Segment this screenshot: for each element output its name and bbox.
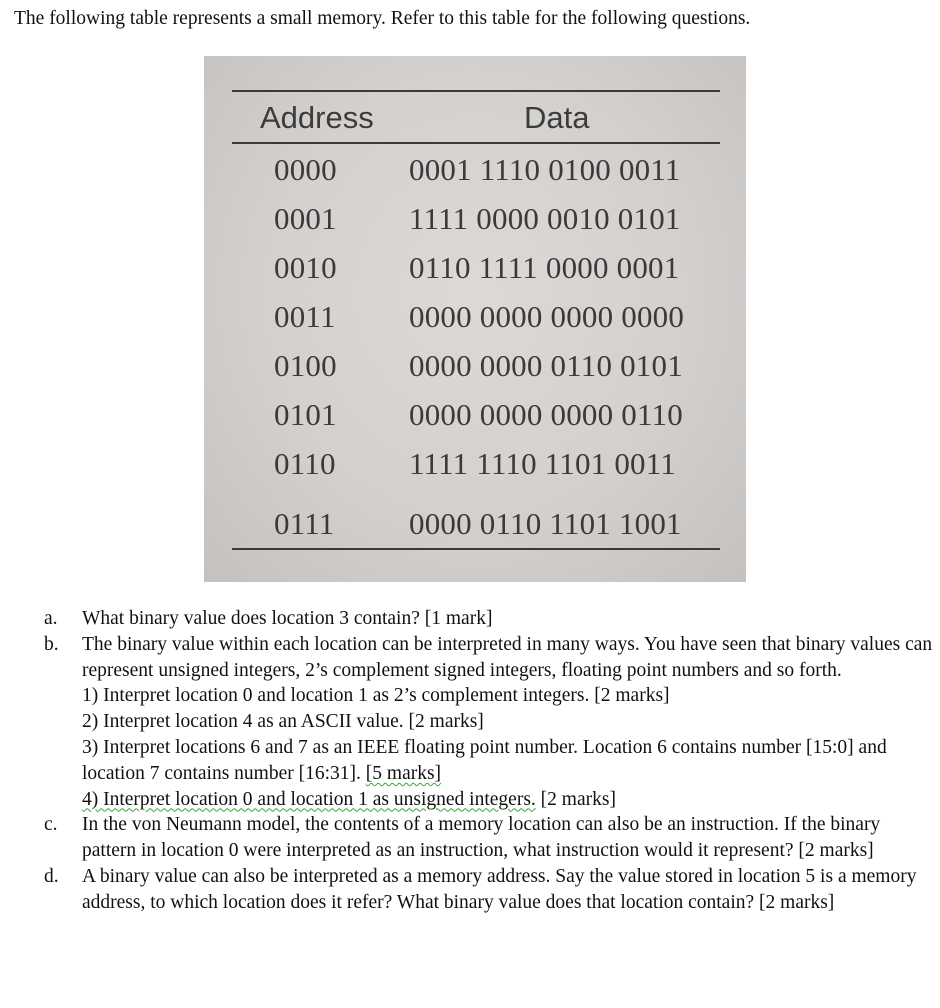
table-row-data: 0000 0110 1101 1001	[409, 506, 682, 541]
table-row-address: 0100	[274, 348, 337, 383]
question-text: A binary value can also be interpreted as a memory address. Say the value stored in location 5 is a memory address, to which location does it refer? What binary value does that location contain? [2 marks]	[82, 865, 917, 913]
table-row-data: 1111 0000 0010 0101	[409, 201, 681, 236]
table-bottom-rule	[232, 548, 720, 550]
table-row-address: 0111	[274, 506, 335, 541]
table-row-address: 0000	[274, 152, 337, 187]
question-text: The binary value within each location can be interpreted in many ways. You have seen that binary values can represent unsigned integers, 2’s complement signed integers, floating point numbers and so forth.	[82, 633, 933, 681]
question-a	[44, 606, 934, 632]
subquestion-3	[82, 735, 934, 787]
question-label: a.	[44, 608, 58, 629]
table-top-rule	[232, 90, 720, 92]
question-c	[44, 812, 934, 864]
table-row-address: 0001	[274, 201, 337, 236]
table-row-data: 0000 0000 0000 0000	[409, 299, 685, 334]
subquestion-3-text: 3) Interpret locations 6 and 7 as an IEEE floating point number. Location 6 contains number [15:0] and location 7 contains number [16:31].	[82, 736, 887, 784]
subquestion-2: 2) Interpret location 4 as an ASCII value. [2 marks]	[82, 711, 484, 733]
question-label: d.	[44, 865, 59, 887]
table-row-address: 0010	[274, 250, 337, 285]
question-d	[44, 864, 934, 916]
table-row-data: 0110 1111 0000 0001	[409, 250, 680, 285]
subquestion-4	[82, 787, 934, 813]
table-row-data: 0001 1110 0100 0011	[409, 152, 681, 187]
table-row-data: 0000 0000 0110 0101	[409, 348, 683, 383]
subquestion-3-marks: [5 marks]	[365, 762, 442, 784]
table-header-rule	[232, 142, 720, 144]
intro-text: The following table represents a small memory. Refer to this table for the following questions.	[14, 8, 751, 29]
question-text: What binary value does location 3 contain? [1 mark]	[82, 608, 493, 629]
header-address: Address	[260, 100, 374, 135]
memory-table-photo	[204, 56, 746, 582]
table-row-data: 1111 1110 1101 0011	[409, 446, 676, 481]
table-row-address: 0011	[274, 299, 336, 334]
table-row-address: 0101	[274, 397, 337, 432]
table-row-data: 0000 0000 0000 0110	[409, 397, 683, 432]
table-row-address: 0110	[274, 446, 336, 481]
subquestion-4-text: 4) Interpret location 0 and location 1 as unsigned integers.	[82, 788, 536, 810]
subquestion-1: 1) Interpret location 0 and location 1 as 2’s complement integers. [2 marks]	[82, 685, 670, 707]
question-label: b.	[44, 633, 59, 655]
question-b	[44, 632, 934, 813]
question-list	[44, 606, 934, 916]
question-label: c.	[44, 814, 58, 836]
header-data: Data	[524, 100, 590, 135]
question-text: In the von Neumann model, the contents of a memory location can also be an instruction. If the binary pattern in location 0 were interpreted as an instruction, what instruction would it represent? [2 marks]	[82, 814, 881, 862]
subquestion-4-marks: [2 marks]	[535, 788, 616, 810]
